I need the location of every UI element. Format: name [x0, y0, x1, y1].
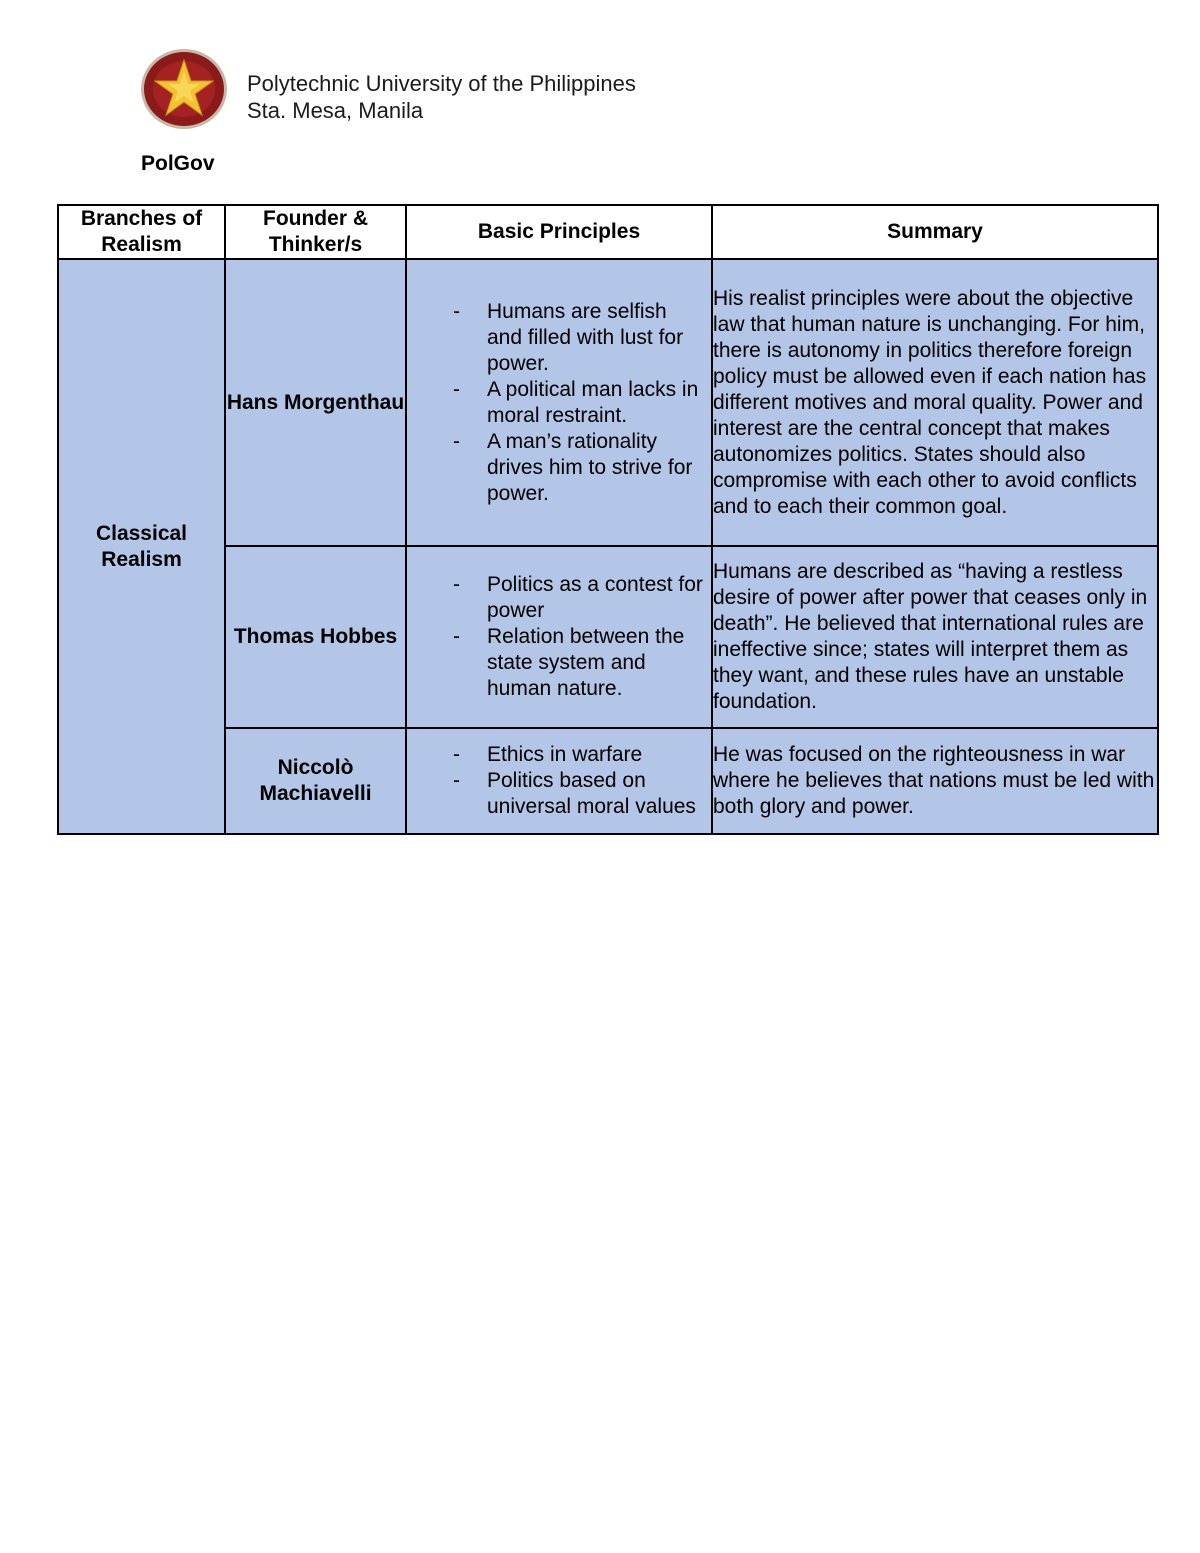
header-summary: Summary [712, 205, 1158, 259]
founder-cell: Hans Morgenthau [225, 259, 406, 546]
list-item: - A man’s rationality drives him to strive for power. [487, 429, 705, 507]
list-item: - Politics as a contest for power [487, 572, 705, 624]
branch-cell: Classical Realism [58, 259, 225, 834]
founder-cell: Thomas Hobbes [225, 546, 406, 728]
principles-cell [406, 728, 712, 834]
subject-title: PolGov [141, 152, 215, 175]
university-name: Polytechnic University of the Philippines [247, 71, 636, 96]
list-item: - Politics based on universal moral values [487, 768, 705, 820]
summary-cell: His realist principles were about the objective law that human nature is unchanging. For him, there is autonomy in politics therefore foreign policy must be allowed even if each nation has different motives and moral quality. Power and interest are the central concept that makes autonomizes politics. States should also compromise with each other to avoid conflicts and to each their common goal. [712, 259, 1158, 546]
table-header-row [58, 205, 1158, 259]
list-item: - Ethics in warfare [487, 742, 705, 768]
principles-list [407, 299, 711, 507]
document-header [140, 48, 840, 132]
realism-table [57, 204, 1159, 835]
list-item: - A political man lacks in moral restraint. [487, 377, 705, 429]
principles-list [407, 742, 711, 820]
header-founder: Founder & Thinker/s [225, 205, 406, 259]
header-principles: Basic Principles [406, 205, 712, 259]
header-branch: Branches of Realism [58, 205, 225, 259]
principles-cell [406, 546, 712, 728]
university-location: Sta. Mesa, Manila [247, 98, 424, 123]
principles-list [407, 572, 711, 702]
summary-cell: He was focused on the righteousness in war where he believes that nations must be led with both glory and power. [712, 728, 1158, 834]
summary-cell: Humans are described as “having a restless desire of power after power that ceases only in death”. He believed that international rules are ineffective since; states will interpret them as they want, and these rules have an unstable foundation. [712, 546, 1158, 728]
pup-seal-icon [140, 48, 228, 130]
university-block [247, 70, 636, 124]
principles-cell [406, 259, 712, 546]
table-row [58, 259, 1158, 546]
list-item: - Relation between the state system and human nature. [487, 624, 705, 702]
founder-cell: Niccolò Machiavelli [225, 728, 406, 834]
list-item: - Humans are selfish and filled with lust for power. [487, 299, 705, 377]
